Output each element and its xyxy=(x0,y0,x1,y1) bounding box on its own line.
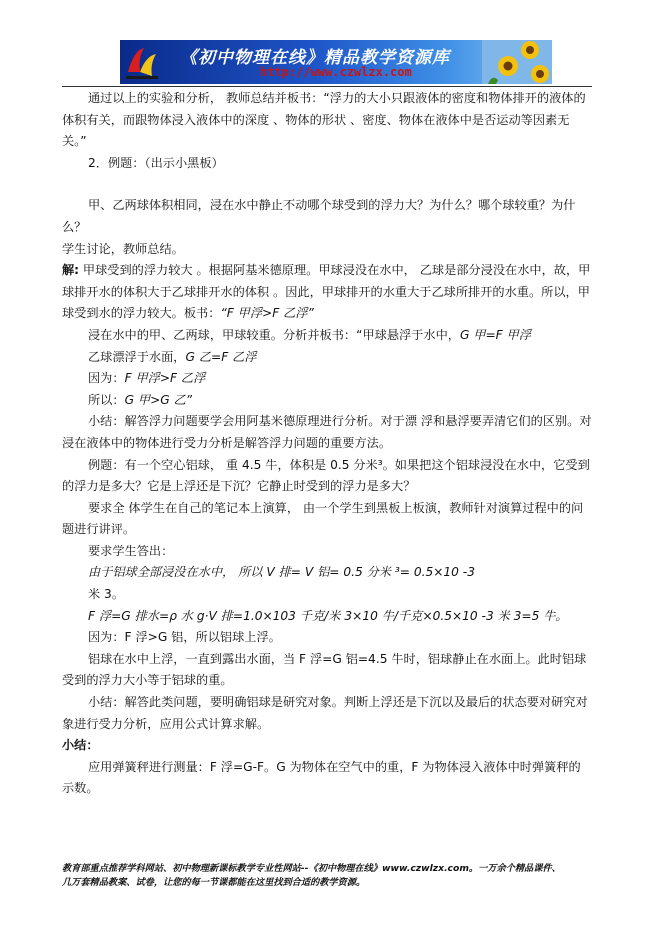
paragraph-spring-scale: 应用弹簧秤进行测量：F 浮=G-F。G 为物体在空气中的重，F 为物体浸入液体中时弹簧秤的示数。 xyxy=(62,759,581,796)
paragraph-exercise: 要求全 体学生在自己的笔记本上演算， 由一个学生到黑板上板演，教师针对演算过程中的问题进行讲评。 xyxy=(62,500,584,537)
paragraph-brief-summary-2: 小结：解答此类问题，要明确铝球是研究对象。判断上浮还是下沉以及最后的状态要对研究对象进行受力分析，应用公式计算求解。 xyxy=(62,695,588,731)
paragraph-question: 甲、乙两球体积相同，浸在水中静止不动哪个球受到的浮力大？为什么？哪个球较重？为什么？ xyxy=(62,198,576,234)
paragraph-require: 要求学生答出： xyxy=(88,543,174,558)
therefore-label: 所以： xyxy=(88,392,125,407)
paragraph-floating xyxy=(62,347,592,369)
therefore-formula: G 甲>G 乙” xyxy=(124,392,193,407)
paragraph-discussion: 学生讨论，教师总结。 xyxy=(62,241,184,256)
paragraph-brief-summary: 小结：解答浮力问题要学会用阿基米德原理进行分析。对于漂 浮和悬浮要弄清它们的区别。对浸在液体中的物体进行受力分析是解答浮力问题的重要方法。 xyxy=(62,414,592,450)
paragraph-solution xyxy=(62,260,592,325)
paragraph-analysis xyxy=(62,325,592,347)
paragraph-therefore xyxy=(62,390,592,412)
because-formula: F 甲浮>F 乙浮 xyxy=(124,371,206,386)
paragraph-equilibrium: 铝球在水中上浮，一直到露出水面，当 F 浮=G 铝=4.5 牛时，铝球静止在水面上。此时铝球受到的浮力大小等于铝球的重。 xyxy=(62,651,587,688)
floating-formula: G 乙=F 乙浮 xyxy=(185,349,257,364)
solution-formula: “F 甲浮>F 乙浮” xyxy=(220,306,314,321)
document-body xyxy=(62,88,592,800)
solution-text: 甲球受到的浮力较大 。根据阿基米德原理。甲球浸没在水中， 乙球是部分浸没在水中，故，甲球排开水的体积大于乙球排开水的体积 。因此，甲球排开的水重大于乙球所排开的水重。所以，甲球受到水的浮力较大。板书： xyxy=(62,263,591,321)
paragraph-because xyxy=(62,368,592,390)
banner-title: 《初中物理在线》精品教学资源库 xyxy=(180,48,450,68)
analysis-formula: G 甲=F 甲浮 xyxy=(459,327,531,342)
footer-line-2: 几万套精品教案、试卷，让您的每一节课都能在这里找到合适的教学资源。 xyxy=(62,877,366,888)
paragraph-rises: 因为：F 浮>G 铝，所以铝球上浮。 xyxy=(88,630,281,645)
paragraph-buoyancy-formula: F 浮=G 排水=ρ 水 g·V 排=1.0×103 千克/米 3×10 牛/千克×0.5×10 -3 米 3=5 牛。 xyxy=(88,608,568,623)
sunflower-icon xyxy=(482,40,552,84)
paragraph-example-2: 例题：有一个空心铝球， 重 4.5 牛，体积是 0.5 分米³。如果把这个铝球浸没在水中，它受到的浮力是多大？它是上浮还是下沉？它静止时受到的浮力是多大？ xyxy=(62,457,590,494)
header-banner xyxy=(120,40,552,84)
because-label: 因为： xyxy=(88,371,125,386)
section-heading-summary: 小结： xyxy=(62,738,99,753)
floating-text: 乙球漂浮于水面， xyxy=(88,349,186,364)
paragraph-volume: 由于铝球全部浸没在水中， 所以 V 排= V 铝= 0.5 分米 ³= 0.5×10 -3 xyxy=(88,565,475,580)
paragraph-summary: 通过以上的实验和分析， 教师总结并板书：“浮力的大小只跟液体的密度和物体排开的液体的体积有关，而跟物体浸入液体中的深度 、物体的形状 、密度、物体在液体中是否运动等因素无关。” xyxy=(62,91,586,149)
site-logo-icon xyxy=(122,42,162,82)
footer-line-1: 教育部重点推荐学科网站、初中物理新课标教学专业性网站--《初中物理在线》www.czwlzx.com。一万余个精品课件、 xyxy=(62,863,561,874)
paragraph-example-heading: 2．例题：（出示小黑板） xyxy=(88,155,224,170)
header-divider xyxy=(62,86,592,87)
paragraph-unit: 米 3。 xyxy=(88,587,125,602)
page-footer xyxy=(62,862,602,890)
analysis-text: 浸在水中的甲、乙两球，甲球较重。分析并板书：“甲球悬浮于水中， xyxy=(88,327,460,342)
banner-url: http://www.czwlzx.com xyxy=(260,65,412,79)
solution-label: 解: xyxy=(62,263,80,278)
